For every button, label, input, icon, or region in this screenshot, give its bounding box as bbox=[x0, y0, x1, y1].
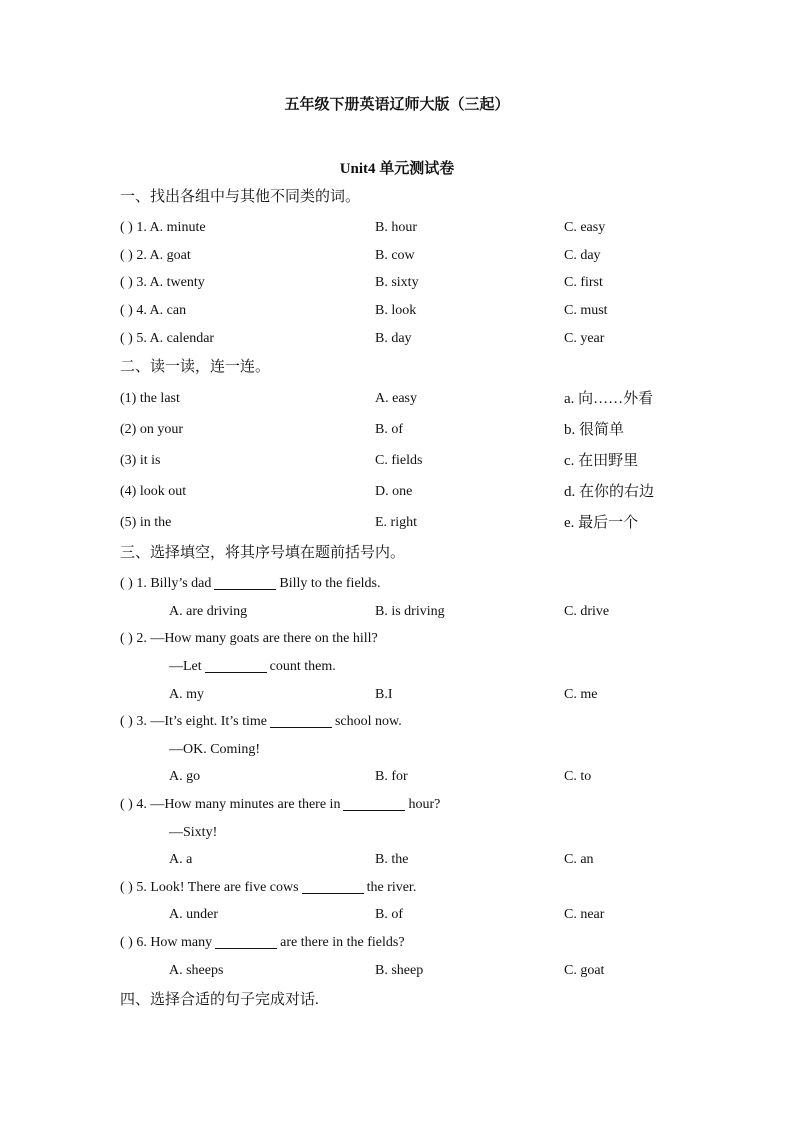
s1-item bbox=[120, 329, 720, 349]
s1-option-b: B. hour bbox=[375, 220, 417, 235]
s1-option-c: C. day bbox=[564, 248, 601, 263]
s1-stem: ( ) 2. A. goat bbox=[120, 248, 191, 263]
q4-text-post: hour? bbox=[408, 797, 441, 812]
unit-subtitle: Unit4 单元测试卷 bbox=[339, 161, 455, 177]
option-b: B. the bbox=[375, 852, 409, 867]
s1-option-b: B. sixty bbox=[375, 275, 419, 290]
s3-question-5 bbox=[120, 878, 720, 898]
s3-options bbox=[120, 961, 720, 981]
s2-mid: A. easy bbox=[375, 391, 417, 406]
s2-left: (2) on your bbox=[120, 422, 183, 437]
s1-option-c: C. first bbox=[564, 275, 603, 290]
s1-option-c: C. year bbox=[564, 331, 605, 346]
s2-item bbox=[120, 451, 720, 471]
s2-right: c. 在田野里 bbox=[564, 453, 639, 469]
q1-text-pre: ( ) 1. Billy’s dad bbox=[120, 576, 212, 591]
answer-blank bbox=[343, 796, 405, 811]
s3-question-2 bbox=[120, 629, 720, 649]
s2-mid: D. one bbox=[375, 484, 413, 499]
s2-left: (5) in the bbox=[120, 515, 172, 530]
section4-heading: 四、选择合适的句子完成对话. bbox=[120, 992, 319, 1008]
option-c: C. an bbox=[564, 852, 594, 867]
q2-text-post: count them. bbox=[269, 659, 336, 674]
section2-heading: 二、读一读，连一连。 bbox=[120, 359, 271, 375]
s3-question-6 bbox=[120, 933, 720, 953]
s3-question-3 bbox=[120, 712, 720, 732]
s1-item bbox=[120, 273, 720, 293]
q1-text-post: Billy to the fields. bbox=[279, 576, 381, 591]
q2-line1: ( ) 2. —How many goats are there on the hill? bbox=[120, 631, 378, 646]
q4-line2: —Sixty! bbox=[169, 825, 218, 840]
s3-question-4 bbox=[120, 795, 720, 815]
option-a: A. go bbox=[169, 769, 201, 784]
s2-right: b. 很简单 bbox=[564, 422, 625, 438]
option-b: B. sheep bbox=[375, 963, 424, 978]
q3-text-pre: ( ) 3. —It’s eight. It’s time bbox=[120, 714, 267, 729]
answer-blank bbox=[205, 658, 267, 673]
s2-left: (3) it is bbox=[120, 453, 161, 468]
s2-right: e. 最后一个 bbox=[564, 515, 639, 531]
q3-text-post: school now. bbox=[334, 714, 402, 729]
s1-option-b: B. day bbox=[375, 331, 412, 346]
s3-options bbox=[120, 905, 720, 925]
q6-text-pre: ( ) 6. How many bbox=[120, 935, 213, 950]
option-b: B. of bbox=[375, 907, 403, 922]
s3-options bbox=[120, 685, 720, 705]
s1-option-b: B. look bbox=[375, 303, 417, 318]
s2-mid: B. of bbox=[375, 422, 403, 437]
answer-blank bbox=[214, 575, 276, 590]
s3-question-3-line2 bbox=[120, 740, 720, 760]
s3-options bbox=[120, 602, 720, 622]
option-b: B. is driving bbox=[375, 604, 445, 619]
s3-options bbox=[120, 767, 720, 787]
option-c: C. near bbox=[564, 907, 605, 922]
s2-left: (4) look out bbox=[120, 484, 187, 499]
answer-blank bbox=[215, 934, 277, 949]
option-a: A. are driving bbox=[169, 604, 248, 619]
option-b: B.I bbox=[375, 687, 393, 702]
s2-mid: C. fields bbox=[375, 453, 423, 468]
s2-right: d. 在你的右边 bbox=[564, 484, 655, 500]
q4-text-pre: ( ) 4. —How many minutes are there in bbox=[120, 797, 341, 812]
s2-left: (1) the last bbox=[120, 391, 180, 406]
s1-item bbox=[120, 218, 720, 238]
s2-mid: E. right bbox=[375, 515, 417, 530]
q3-line2: —OK. Coming! bbox=[169, 742, 260, 757]
option-a: A. my bbox=[169, 687, 204, 702]
s3-question-4-line2 bbox=[120, 823, 720, 843]
option-a: A. under bbox=[169, 907, 218, 922]
option-c: C. me bbox=[564, 687, 598, 702]
answer-blank bbox=[302, 879, 364, 894]
s3-question-1 bbox=[120, 574, 720, 594]
s2-right: a. 向……外看 bbox=[564, 391, 654, 407]
section1-heading: 一、找出各组中与其他不同类的词。 bbox=[120, 189, 361, 205]
s1-stem: ( ) 1. A. minute bbox=[120, 220, 206, 235]
s3-options bbox=[120, 850, 720, 870]
option-c: C. drive bbox=[564, 604, 610, 619]
answer-blank bbox=[270, 713, 332, 728]
s1-stem: ( ) 5. A. calendar bbox=[120, 331, 215, 346]
option-c: C. goat bbox=[564, 963, 605, 978]
q6-text-post: are there in the fields? bbox=[280, 935, 405, 950]
s3-question-2-line2 bbox=[120, 657, 720, 677]
s2-item bbox=[120, 420, 720, 440]
option-a: A. a bbox=[169, 852, 193, 867]
s1-item bbox=[120, 301, 720, 321]
s1-option-b: B. cow bbox=[375, 248, 415, 263]
q2-text-pre: —Let bbox=[169, 659, 202, 674]
s1-stem: ( ) 4. A. can bbox=[120, 303, 187, 318]
option-c: C. to bbox=[564, 769, 592, 784]
s1-option-c: C. must bbox=[564, 303, 608, 318]
s2-item bbox=[120, 389, 720, 409]
section3-heading: 三、选择填空，将其序号填在题前括号内。 bbox=[120, 545, 406, 561]
option-a: A. sheeps bbox=[169, 963, 224, 978]
option-b: B. for bbox=[375, 769, 408, 784]
page-title: 五年级下册英语辽师大版（三起） bbox=[284, 97, 510, 113]
q5-text-post: the river. bbox=[366, 880, 417, 895]
s1-option-c: C. easy bbox=[564, 220, 606, 235]
s2-item bbox=[120, 513, 720, 533]
s2-item bbox=[120, 482, 720, 502]
q5-text-pre: ( ) 5. Look! There are five cows bbox=[120, 880, 299, 895]
s1-stem: ( ) 3. A. twenty bbox=[120, 275, 205, 290]
s1-item bbox=[120, 246, 720, 266]
